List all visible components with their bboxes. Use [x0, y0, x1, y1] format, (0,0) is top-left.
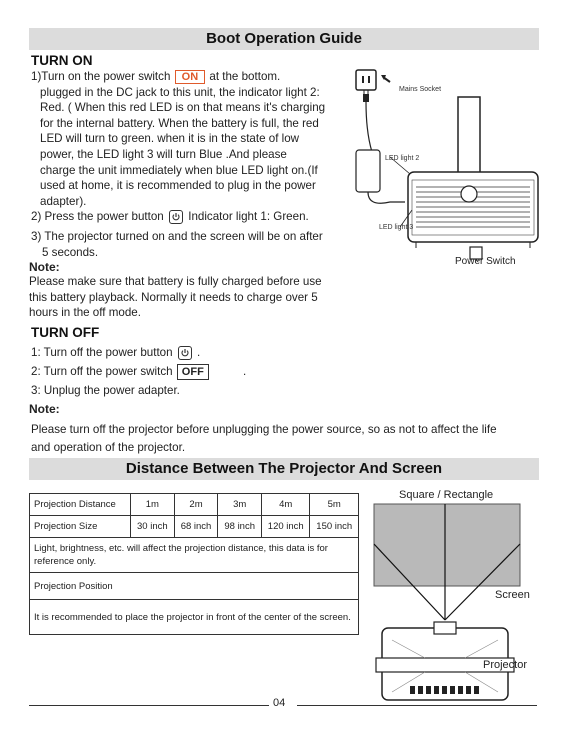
power-button-icon: [178, 346, 192, 360]
table-cell: Projection Size: [30, 516, 131, 538]
step-2-text-a: 2) Press the power button: [31, 210, 164, 223]
note-line: this battery playback. Normally it needs to charge over 5: [29, 290, 318, 304]
note-line: Please make sure that battery is fully charged before use: [29, 275, 322, 288]
note-line: and operation of the projector.: [31, 441, 186, 454]
step-1-line: Red. ( When this red LED is on that means it's charging: [40, 101, 326, 115]
turn-on-step-1: [31, 69, 356, 209]
power-adapter: [356, 150, 380, 192]
turn-off-item-2: 2: Turn off the power switch OFF .: [31, 365, 247, 379]
turn-on-note-label: Note:: [29, 260, 60, 274]
step-1-line: used at home, it is recommended to plug in the power: [40, 179, 316, 193]
projection-geometry-diagram: [370, 500, 530, 705]
projection-distance-table: [29, 493, 359, 635]
table-cell: 68 inch: [174, 516, 218, 538]
turn-off-item-1: 1: Turn off the power button .: [31, 346, 201, 359]
step-3-line: 5 seconds.: [42, 245, 99, 259]
turn-off-item-2-text: 2: Turn off the power switch: [31, 365, 173, 379]
table-row: [30, 573, 359, 600]
lens-icon: [461, 186, 477, 202]
table-cell: 120 inch: [262, 516, 310, 538]
turn-off-item-3: 3: Unplug the power adapter.: [31, 384, 180, 397]
table-cell: It is recommended to place the projector in front of the center of the screen.: [30, 600, 359, 635]
led-light-2-label: LED light 2: [385, 155, 420, 162]
turn-on-step-3: [31, 229, 361, 260]
table-cell: 1m: [131, 494, 175, 516]
table-cell: Projection Distance: [30, 494, 131, 516]
step-1-text-a: 1)Turn on the power switch: [31, 70, 171, 83]
turn-off-note-label: Note:: [29, 402, 60, 416]
footer-rule-right: [297, 705, 537, 706]
lens-icon: [434, 622, 456, 634]
mains-socket-icon: [356, 70, 376, 90]
step-1-text-b: at the bottom.: [209, 70, 281, 83]
on-switch-label: ON: [175, 70, 206, 84]
step-1-line: for the internal battery. When the battery is full, the red: [40, 116, 319, 130]
turn-off-heading: TURN OFF: [31, 325, 100, 340]
table-cell: Projection Position: [30, 573, 359, 600]
table-row: [30, 516, 359, 538]
page-number: 04: [273, 697, 286, 709]
plug-icon: [363, 94, 369, 102]
off-switch-label: OFF: [177, 364, 209, 380]
footer-rule-left: [29, 705, 269, 706]
table-cell: 2m: [174, 494, 218, 516]
table-cell: 4m: [262, 494, 310, 516]
step-1-line: adapter).: [40, 194, 87, 208]
step-3-line: 3) The projector turned on and the screen will be on after: [31, 230, 323, 243]
screen-label: Screen: [495, 589, 530, 601]
table-note-cell: Light, brightness, etc. will affect the projection distance, this data is for reference only.: [30, 538, 359, 573]
turn-on-step-2: [31, 209, 361, 225]
step-1-body: [31, 85, 356, 210]
projector-label: Projector: [483, 659, 528, 671]
step-1-first-line: [31, 69, 356, 85]
projector-connection-diagram: [350, 62, 550, 272]
distance-section-title: Distance Between The Projector And Screen: [29, 458, 539, 480]
turn-off-note: [31, 421, 551, 457]
note-line: hours in the off mode.: [29, 306, 141, 320]
table-row: [30, 600, 359, 635]
power-button-icon: [169, 210, 183, 224]
power-switch-label: Power Switch: [455, 256, 516, 267]
step-1-line: charge the unit immediately when blue LED light on.(If: [40, 163, 318, 177]
mains-socket-label: Mains Socket: [399, 86, 442, 93]
table-cell: 98 inch: [218, 516, 262, 538]
led-light-3-label: LED light 3: [379, 224, 414, 231]
step-2-text-b: Indicator light 1: Green.: [188, 210, 309, 223]
table-cell: 150 inch: [310, 516, 359, 538]
turn-on-note: [29, 274, 359, 321]
boot-guide-title: Boot Operation Guide: [29, 28, 539, 50]
table-cell: 5m: [310, 494, 359, 516]
table-row: [30, 494, 359, 516]
square-rectangle-label: Square / Rectangle: [399, 489, 494, 501]
table-cell: 3m: [218, 494, 262, 516]
table-cell: 30 inch: [131, 516, 175, 538]
note-line: Please turn off the projector before unplugging the power source, so as not to affect the life: [31, 423, 497, 436]
screen-rect: [374, 504, 520, 586]
turn-off-item-1-text: 1: Turn off the power button: [31, 346, 173, 359]
step-1-line: power, the LED light 3 will turn Blue .And please: [40, 147, 287, 161]
step-1-line: plugged in the DC jack to this unit, the indicator light 2:: [40, 85, 320, 99]
turn-on-heading: TURN ON: [31, 53, 93, 68]
step-1-line: LED will turn to green. when it is in the state of low: [40, 132, 300, 146]
table-row: [30, 538, 359, 573]
